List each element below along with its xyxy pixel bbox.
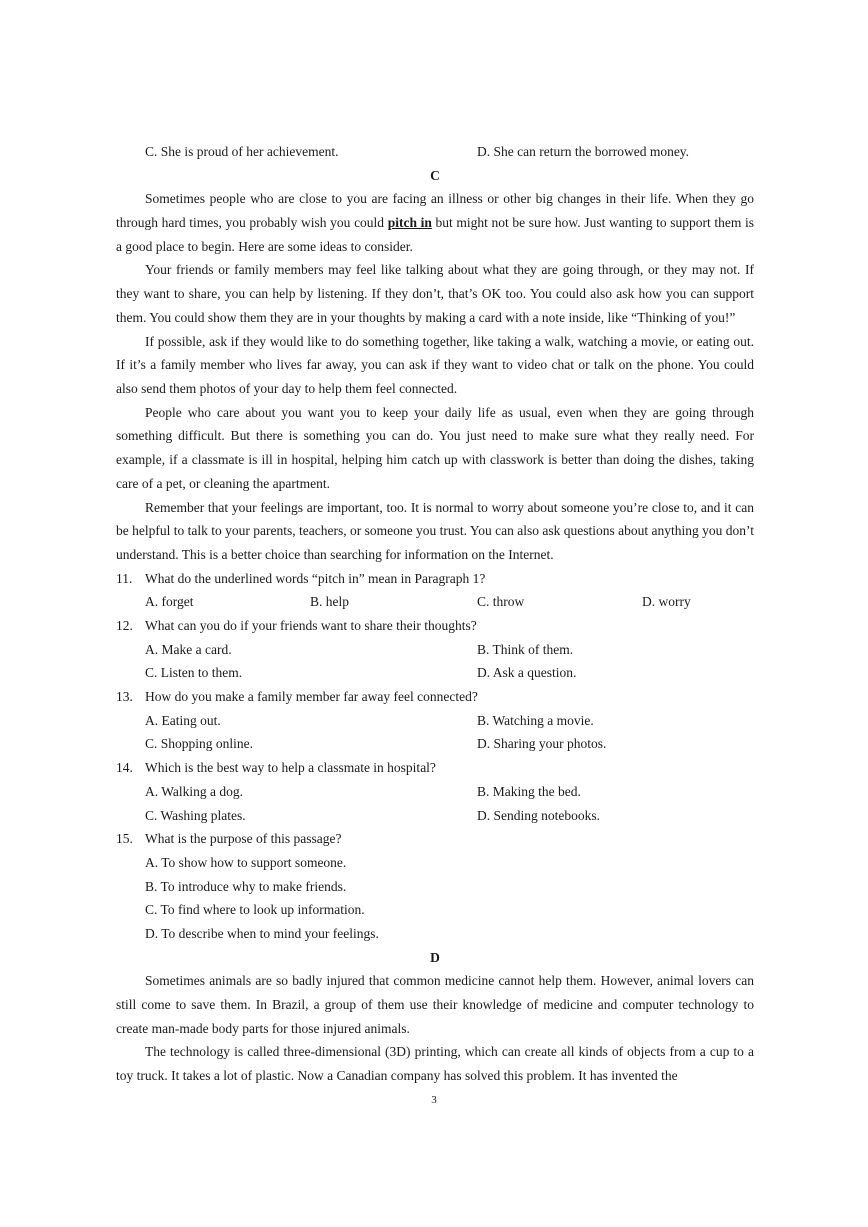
question-14-options-row-1 bbox=[116, 780, 754, 804]
question-stem: How do you make a family member far away feel connected? bbox=[145, 689, 478, 705]
question-14-options-row-2 bbox=[116, 804, 754, 828]
question-stem: What is the purpose of this passage? bbox=[145, 831, 342, 847]
question-14 bbox=[116, 756, 754, 780]
option-c: C. Listen to them. bbox=[145, 665, 243, 681]
question-11-options bbox=[116, 590, 754, 614]
passage-c-paragraph-3: If possible, ask if they would like to do something together, like taking a walk, watching a movie, or eating out. If it’s a family member who lives far away, you can ask if they want to video chat or talk on the phone. You could also send them photos of your day to help them feel connected. bbox=[116, 333, 754, 396]
option-a: A. Make a card. bbox=[145, 641, 232, 657]
page-number: 3 bbox=[431, 1094, 437, 1106]
option-b: B. Watching a movie. bbox=[477, 712, 594, 728]
question-11 bbox=[116, 567, 754, 591]
option-c: C. throw bbox=[477, 594, 525, 610]
question-13-options-row-1 bbox=[116, 709, 754, 733]
question-stem: Which is the best way to help a classmate in hospital? bbox=[145, 760, 436, 776]
option-c: C. To find where to look up information. bbox=[145, 902, 365, 918]
option-a: A. To show how to support someone. bbox=[145, 854, 347, 870]
option-d: D. To describe when to mind your feelings. bbox=[145, 925, 379, 941]
question-12-options-row-1 bbox=[116, 638, 754, 662]
option-d: D. Sharing your photos. bbox=[477, 736, 607, 752]
question-number: 15. bbox=[116, 831, 133, 847]
question-12 bbox=[116, 614, 754, 638]
previous-question-options bbox=[116, 140, 754, 164]
option-b: B. Think of them. bbox=[477, 641, 574, 657]
question-13 bbox=[116, 685, 754, 709]
paragraph-text: but might not be sure how. Just wanting to support them is a good place to begin. Here are some ideas to consider. bbox=[116, 215, 755, 254]
option-d: D. She can return the borrowed money. bbox=[477, 144, 690, 159]
question-number: 11. bbox=[116, 570, 133, 586]
passage-c-paragraph-4: People who care about you want you to keep your daily life as usual, even when they are going through something difficult. But there is something you can do. You just need to make sure what they really need. For example, if a classmate is ill in hospital, helping him catch up with classwork is better than doing the dishes, taking care of a pet, or cleaning the apartment. bbox=[116, 404, 754, 491]
option-c: C. Washing plates. bbox=[145, 807, 246, 823]
question-12-options-row-2 bbox=[116, 661, 754, 685]
exam-page bbox=[116, 140, 754, 1088]
option-b: B. Making the bed. bbox=[477, 783, 581, 799]
question-number: 14. bbox=[116, 760, 133, 776]
option-a: A. Walking a dog. bbox=[145, 783, 244, 799]
option-a: A. Eating out. bbox=[145, 712, 221, 728]
question-number: 12. bbox=[116, 618, 133, 633]
option-c: C. She is proud of her achievement. bbox=[145, 144, 339, 159]
paragraph-text: Sometimes people who are close to you are facing an illness or other big changes in their life. When they go through hard times, you probably wish you could bbox=[116, 191, 754, 231]
passage-c-paragraph-1 bbox=[116, 187, 754, 258]
option-d: D. Ask a question. bbox=[477, 665, 577, 681]
question-stem: What do the underlined words “pitch in” mean in Paragraph 1? bbox=[145, 570, 486, 586]
underlined-term: pitch in bbox=[387, 215, 432, 231]
question-13-options-row-2 bbox=[116, 732, 754, 756]
question-number: 13. bbox=[116, 689, 133, 705]
passage-c-paragraph-2: Your friends or family members may feel like talking about what they are going through, or they may not. If they want to share, you can help by listening. If they don’t, that’s OK too. You could also ask how you can support them. You could show them they are in your thoughts by making a card with a note inside, like “Thinking of you!” bbox=[116, 262, 754, 325]
option-b: B. To introduce why to make friends. bbox=[145, 878, 347, 894]
passage-d-paragraph-1: Sometimes animals are so badly injured that common medicine cannot help them. However, animal lovers can still come to save them. In Brazil, a group of them use their knowledge of medicine and computer technology to create man-made body parts for those injured animals. bbox=[116, 973, 754, 1036]
question-stem: What can you do if your friends want to share their thoughts? bbox=[145, 618, 477, 633]
option-d: D. worry bbox=[642, 594, 691, 610]
passage-d-paragraph-2: The technology is called three-dimensional (3D) printing, which can create all kinds of objects from a cup to a toy truck. It takes a lot of plastic. Now a Canadian company has solved this problem. It has invented the bbox=[116, 1044, 754, 1084]
question-15 bbox=[116, 827, 754, 851]
section-d-heading: D bbox=[430, 949, 440, 965]
section-c-heading: C bbox=[430, 167, 440, 183]
option-a: A. forget bbox=[145, 594, 194, 610]
option-c: C. Shopping online. bbox=[145, 736, 254, 752]
option-d: D. Sending notebooks. bbox=[477, 807, 600, 823]
option-b: B. help bbox=[310, 594, 349, 610]
passage-c-paragraph-5: Remember that your feelings are important, too. It is normal to worry about someone you’re close to, and it can be helpful to talk to your parents, teachers, or someone you trust. You can also ask questions about anything you don’t understand. This is a better choice than searching for information on the Internet. bbox=[116, 499, 754, 562]
